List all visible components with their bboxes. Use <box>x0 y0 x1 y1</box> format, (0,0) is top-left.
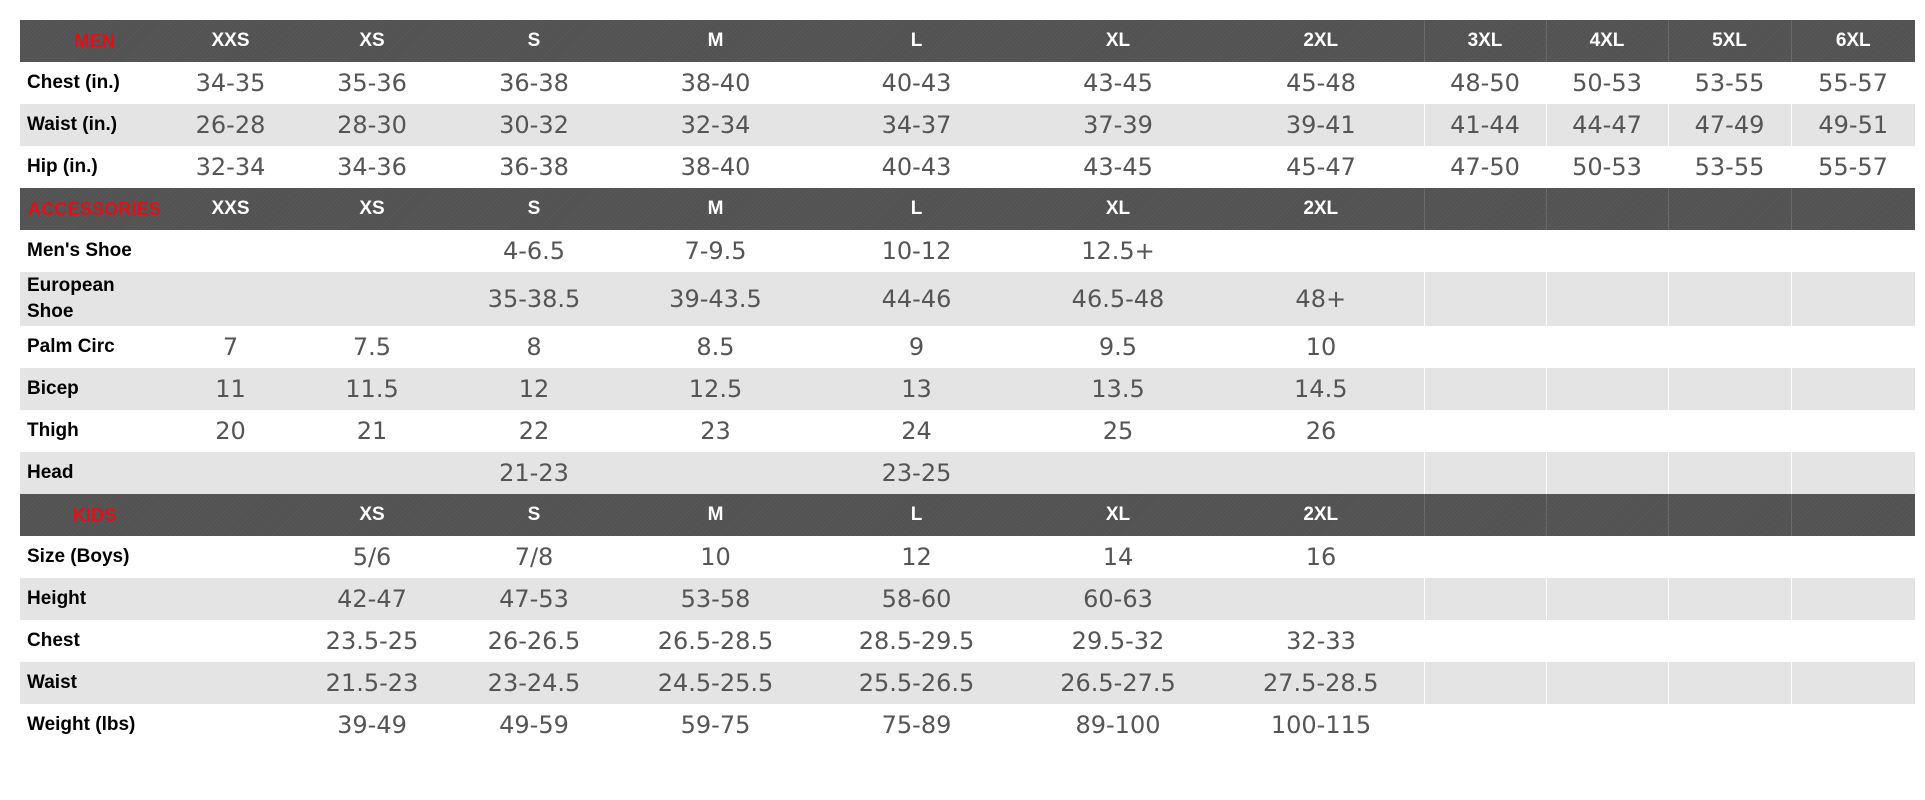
size-column-header <box>1791 494 1915 536</box>
table-cell: 12 <box>452 368 616 410</box>
row-label: Chest (in.) <box>27 72 120 93</box>
table-cell: 24.5-25.5 <box>616 662 815 704</box>
table-cell: 43-45 <box>1083 69 1153 97</box>
table-cell <box>169 620 292 662</box>
table-cell: 26 <box>1305 417 1337 445</box>
table-cell: 20 <box>215 417 246 445</box>
size-column-header: 2XL <box>1218 494 1424 536</box>
size-column-header: XS <box>292 188 452 230</box>
table-cell: 42-47 <box>292 578 452 620</box>
table-cell: 14 <box>1102 543 1134 571</box>
table-cell: 40-43 <box>881 69 952 97</box>
size-column-header: L <box>815 20 1018 62</box>
size-column-header <box>1546 188 1668 230</box>
table-cell <box>1424 410 1546 452</box>
table-cell: 11 <box>169 368 292 410</box>
table-cell: 5/6 <box>352 543 392 571</box>
table-cell: 89-100 <box>1075 711 1161 739</box>
size-column-header: XL <box>1018 494 1218 536</box>
table-row <box>20 578 1915 620</box>
table-cell: 38-40 <box>680 69 751 97</box>
table-row <box>20 704 1915 746</box>
size-column-header: 2XL <box>1218 20 1424 62</box>
table-cell: 23-25 <box>815 452 1018 494</box>
table-cell <box>1218 578 1424 620</box>
table-cell <box>1546 620 1668 662</box>
table-cell <box>169 662 292 704</box>
table-row <box>20 452 1915 494</box>
table-cell <box>1424 578 1546 620</box>
table-cell: 8 <box>526 333 542 361</box>
table-cell: 41-44 <box>1424 104 1546 146</box>
table-cell: 53-55 <box>1694 69 1765 97</box>
table-cell <box>1424 368 1546 410</box>
table-cell: 13 <box>815 368 1018 410</box>
size-column-header: XL <box>1018 20 1218 62</box>
row-label: Palm Circ <box>27 336 115 357</box>
table-cell <box>292 452 452 494</box>
table-cell: 39-41 <box>1218 104 1424 146</box>
table-cell: 4-6.5 <box>502 237 566 265</box>
table-cell: 16 <box>1305 543 1337 571</box>
table-cell: 46.5-48 <box>1018 272 1218 326</box>
table-cell: 8.5 <box>696 333 735 361</box>
row-label: Men's Shoe <box>27 240 132 261</box>
table-cell <box>1018 452 1218 494</box>
table-cell: 36-38 <box>499 69 569 97</box>
table-cell: 59-75 <box>680 711 751 739</box>
table-cell: 30-32 <box>452 104 616 146</box>
table-cell <box>1546 272 1668 326</box>
size-column-header: 5XL <box>1668 20 1791 62</box>
table-cell: 7/8 <box>514 543 554 571</box>
size-column-header: XXS <box>169 20 292 62</box>
table-cell <box>1424 536 1546 578</box>
table-cell: 49-51 <box>1791 104 1915 146</box>
table-cell: 10 <box>700 543 731 571</box>
accessories-header-row <box>20 188 1915 230</box>
kids-header-row <box>20 494 1915 536</box>
table-cell <box>1546 662 1668 704</box>
size-column-header <box>1791 188 1915 230</box>
table-cell <box>1424 662 1546 704</box>
table-cell: 26.5-28.5 <box>657 627 774 655</box>
table-cell: 21.5-23 <box>292 662 452 704</box>
table-cell <box>1791 452 1915 494</box>
row-label: Hip (in.) <box>27 156 98 177</box>
table-cell <box>1668 410 1791 452</box>
size-column-header: M <box>616 188 815 230</box>
table-cell: 21 <box>356 417 388 445</box>
table-cell <box>1424 620 1546 662</box>
table-cell: 58-60 <box>815 578 1018 620</box>
table-cell <box>1791 578 1915 620</box>
size-column-header: 4XL <box>1546 20 1668 62</box>
table-cell: 55-57 <box>1818 69 1888 97</box>
table-cell: 34-36 <box>337 153 407 181</box>
table-cell: 43-45 <box>1083 153 1153 181</box>
table-cell <box>1546 230 1668 272</box>
table-cell <box>1668 326 1791 368</box>
size-column-header <box>1424 494 1546 536</box>
table-cell: 29.5-32 <box>1071 627 1165 655</box>
row-label: European Shoe <box>20 272 169 326</box>
table-cell: 24 <box>901 417 932 445</box>
table-cell: 13.5 <box>1018 368 1218 410</box>
table-cell: 10-12 <box>881 237 952 265</box>
table-cell: 44-47 <box>1546 104 1668 146</box>
table-cell: 7.5 <box>352 333 392 361</box>
row-label: Waist (in.) <box>20 104 169 146</box>
table-cell: 100-115 <box>1270 711 1372 739</box>
accessories-section-title: ACCESSORIES <box>20 188 169 230</box>
table-cell <box>1424 452 1546 494</box>
table-cell: 23.5-25 <box>325 627 419 655</box>
table-cell <box>1791 410 1915 452</box>
size-chart-table <box>20 20 1915 746</box>
table-cell: 49-59 <box>499 711 569 739</box>
row-label: Size (Boys) <box>27 546 130 567</box>
table-cell <box>1668 704 1791 746</box>
table-row <box>20 230 1915 272</box>
table-cell: 32-34 <box>195 153 266 181</box>
table-cell <box>1791 326 1915 368</box>
table-cell: 14.5 <box>1218 368 1424 410</box>
table-cell: 26-26.5 <box>487 627 581 655</box>
size-column-header <box>1546 494 1668 536</box>
size-column-header: L <box>815 494 1018 536</box>
table-cell <box>1546 578 1668 620</box>
table-row <box>20 272 1915 326</box>
table-cell <box>1546 368 1668 410</box>
row-label: Waist <box>20 662 169 704</box>
table-cell: 35-36 <box>337 69 407 97</box>
table-cell: 9.5 <box>1098 333 1138 361</box>
row-label: Bicep <box>20 368 169 410</box>
table-cell <box>1668 536 1791 578</box>
size-column-header: M <box>616 494 815 536</box>
table-cell <box>1668 230 1791 272</box>
table-cell: 12.5 <box>616 368 815 410</box>
table-row <box>20 410 1915 452</box>
table-cell: 45-47 <box>1286 153 1356 181</box>
table-cell: 26-28 <box>169 104 292 146</box>
table-cell: 23-24.5 <box>452 662 616 704</box>
table-cell: 75-89 <box>881 711 952 739</box>
table-cell <box>1546 410 1668 452</box>
table-cell <box>1791 704 1915 746</box>
size-column-header: S <box>452 494 616 536</box>
size-column-header: XS <box>292 20 452 62</box>
table-cell: 25 <box>1102 417 1134 445</box>
table-cell <box>1424 272 1546 326</box>
table-cell <box>1424 704 1546 746</box>
table-cell <box>1218 230 1424 272</box>
table-cell <box>169 452 292 494</box>
table-cell: 47-49 <box>1668 104 1791 146</box>
table-cell: 39-43.5 <box>616 272 815 326</box>
size-chart-body <box>20 20 1915 746</box>
table-cell: 10 <box>1305 333 1337 361</box>
table-cell: 53-55 <box>1694 153 1765 181</box>
table-cell <box>1668 578 1791 620</box>
row-label: Weight (lbs) <box>27 714 136 735</box>
table-cell: 53-58 <box>616 578 815 620</box>
table-cell: 47-50 <box>1450 153 1520 181</box>
table-cell: 34-37 <box>815 104 1018 146</box>
table-cell <box>1546 536 1668 578</box>
table-cell <box>292 230 452 272</box>
table-cell: 48-50 <box>1450 69 1520 97</box>
men-section-title: MEN <box>20 20 169 62</box>
table-cell: 28-30 <box>292 104 452 146</box>
table-cell <box>1424 326 1546 368</box>
table-cell: 35-38.5 <box>452 272 616 326</box>
size-column-header <box>1668 188 1791 230</box>
size-column-header <box>1424 188 1546 230</box>
table-cell <box>1546 326 1668 368</box>
table-cell: 32-34 <box>616 104 815 146</box>
table-cell <box>1668 272 1791 326</box>
table-cell: 32-33 <box>1286 627 1356 655</box>
size-chart-container <box>20 20 1911 746</box>
table-cell <box>616 452 815 494</box>
table-cell <box>169 230 292 272</box>
table-cell: 23 <box>700 417 731 445</box>
table-cell <box>1791 230 1915 272</box>
table-cell <box>1546 704 1668 746</box>
table-row <box>20 620 1915 662</box>
table-row <box>20 368 1915 410</box>
size-column-header: 6XL <box>1791 20 1915 62</box>
table-cell: 50-53 <box>1572 153 1642 181</box>
table-cell: 22 <box>518 417 550 445</box>
row-label: Height <box>20 578 169 620</box>
table-cell: 34-35 <box>195 69 266 97</box>
table-cell <box>1791 368 1915 410</box>
table-cell: 21-23 <box>452 452 616 494</box>
kids-section-title: KIDS <box>20 494 169 536</box>
table-row <box>20 62 1915 104</box>
table-cell: 40-43 <box>881 153 952 181</box>
table-cell: 37-39 <box>1018 104 1218 146</box>
table-cell: 44-46 <box>815 272 1018 326</box>
row-label: Head <box>20 452 169 494</box>
table-cell: 39-49 <box>337 711 407 739</box>
size-column-header: 3XL <box>1424 20 1546 62</box>
table-cell <box>1218 452 1424 494</box>
table-cell: 26.5-27.5 <box>1018 662 1218 704</box>
table-cell <box>1668 452 1791 494</box>
size-column-header: M <box>616 20 815 62</box>
table-cell <box>169 272 292 326</box>
table-cell <box>1546 452 1668 494</box>
table-cell: 9 <box>908 333 925 361</box>
table-cell <box>169 704 292 746</box>
table-cell: 7-9.5 <box>684 237 747 265</box>
table-cell: 48+ <box>1218 272 1424 326</box>
row-label: Thigh <box>27 420 79 441</box>
table-cell: 12.5+ <box>1081 237 1155 265</box>
table-cell <box>1668 368 1791 410</box>
size-column-header <box>169 494 292 536</box>
table-cell: 55-57 <box>1818 153 1888 181</box>
table-cell: 12 <box>901 543 932 571</box>
table-cell: 60-63 <box>1018 578 1218 620</box>
size-column-header: XS <box>292 494 452 536</box>
table-cell <box>169 536 292 578</box>
table-row <box>20 536 1915 578</box>
size-column-header: S <box>452 20 616 62</box>
table-row <box>20 326 1915 368</box>
table-cell <box>169 578 292 620</box>
table-cell <box>1791 620 1915 662</box>
table-cell <box>1791 536 1915 578</box>
table-cell <box>1791 272 1915 326</box>
table-cell <box>1791 662 1915 704</box>
table-row <box>20 146 1915 188</box>
table-cell: 28.5-29.5 <box>858 627 975 655</box>
table-row <box>20 662 1915 704</box>
table-cell <box>1424 230 1546 272</box>
table-cell: 11.5 <box>292 368 452 410</box>
table-cell: 47-53 <box>452 578 616 620</box>
table-cell: 36-38 <box>499 153 569 181</box>
table-cell: 45-48 <box>1286 69 1356 97</box>
table-cell <box>1668 620 1791 662</box>
table-cell <box>292 272 452 326</box>
table-cell: 25.5-26.5 <box>815 662 1018 704</box>
men-header-row <box>20 20 1915 62</box>
size-column-header: L <box>815 188 1018 230</box>
size-column-header <box>1668 494 1791 536</box>
size-column-header: XL <box>1018 188 1218 230</box>
table-cell <box>1668 662 1791 704</box>
size-column-header: 2XL <box>1218 188 1424 230</box>
table-row <box>20 104 1915 146</box>
size-column-header: XXS <box>169 188 292 230</box>
table-cell: 27.5-28.5 <box>1218 662 1424 704</box>
size-column-header: S <box>452 188 616 230</box>
table-cell: 38-40 <box>680 153 751 181</box>
table-cell: 7 <box>222 333 239 361</box>
row-label: Chest <box>27 630 80 651</box>
table-cell: 50-53 <box>1572 69 1642 97</box>
